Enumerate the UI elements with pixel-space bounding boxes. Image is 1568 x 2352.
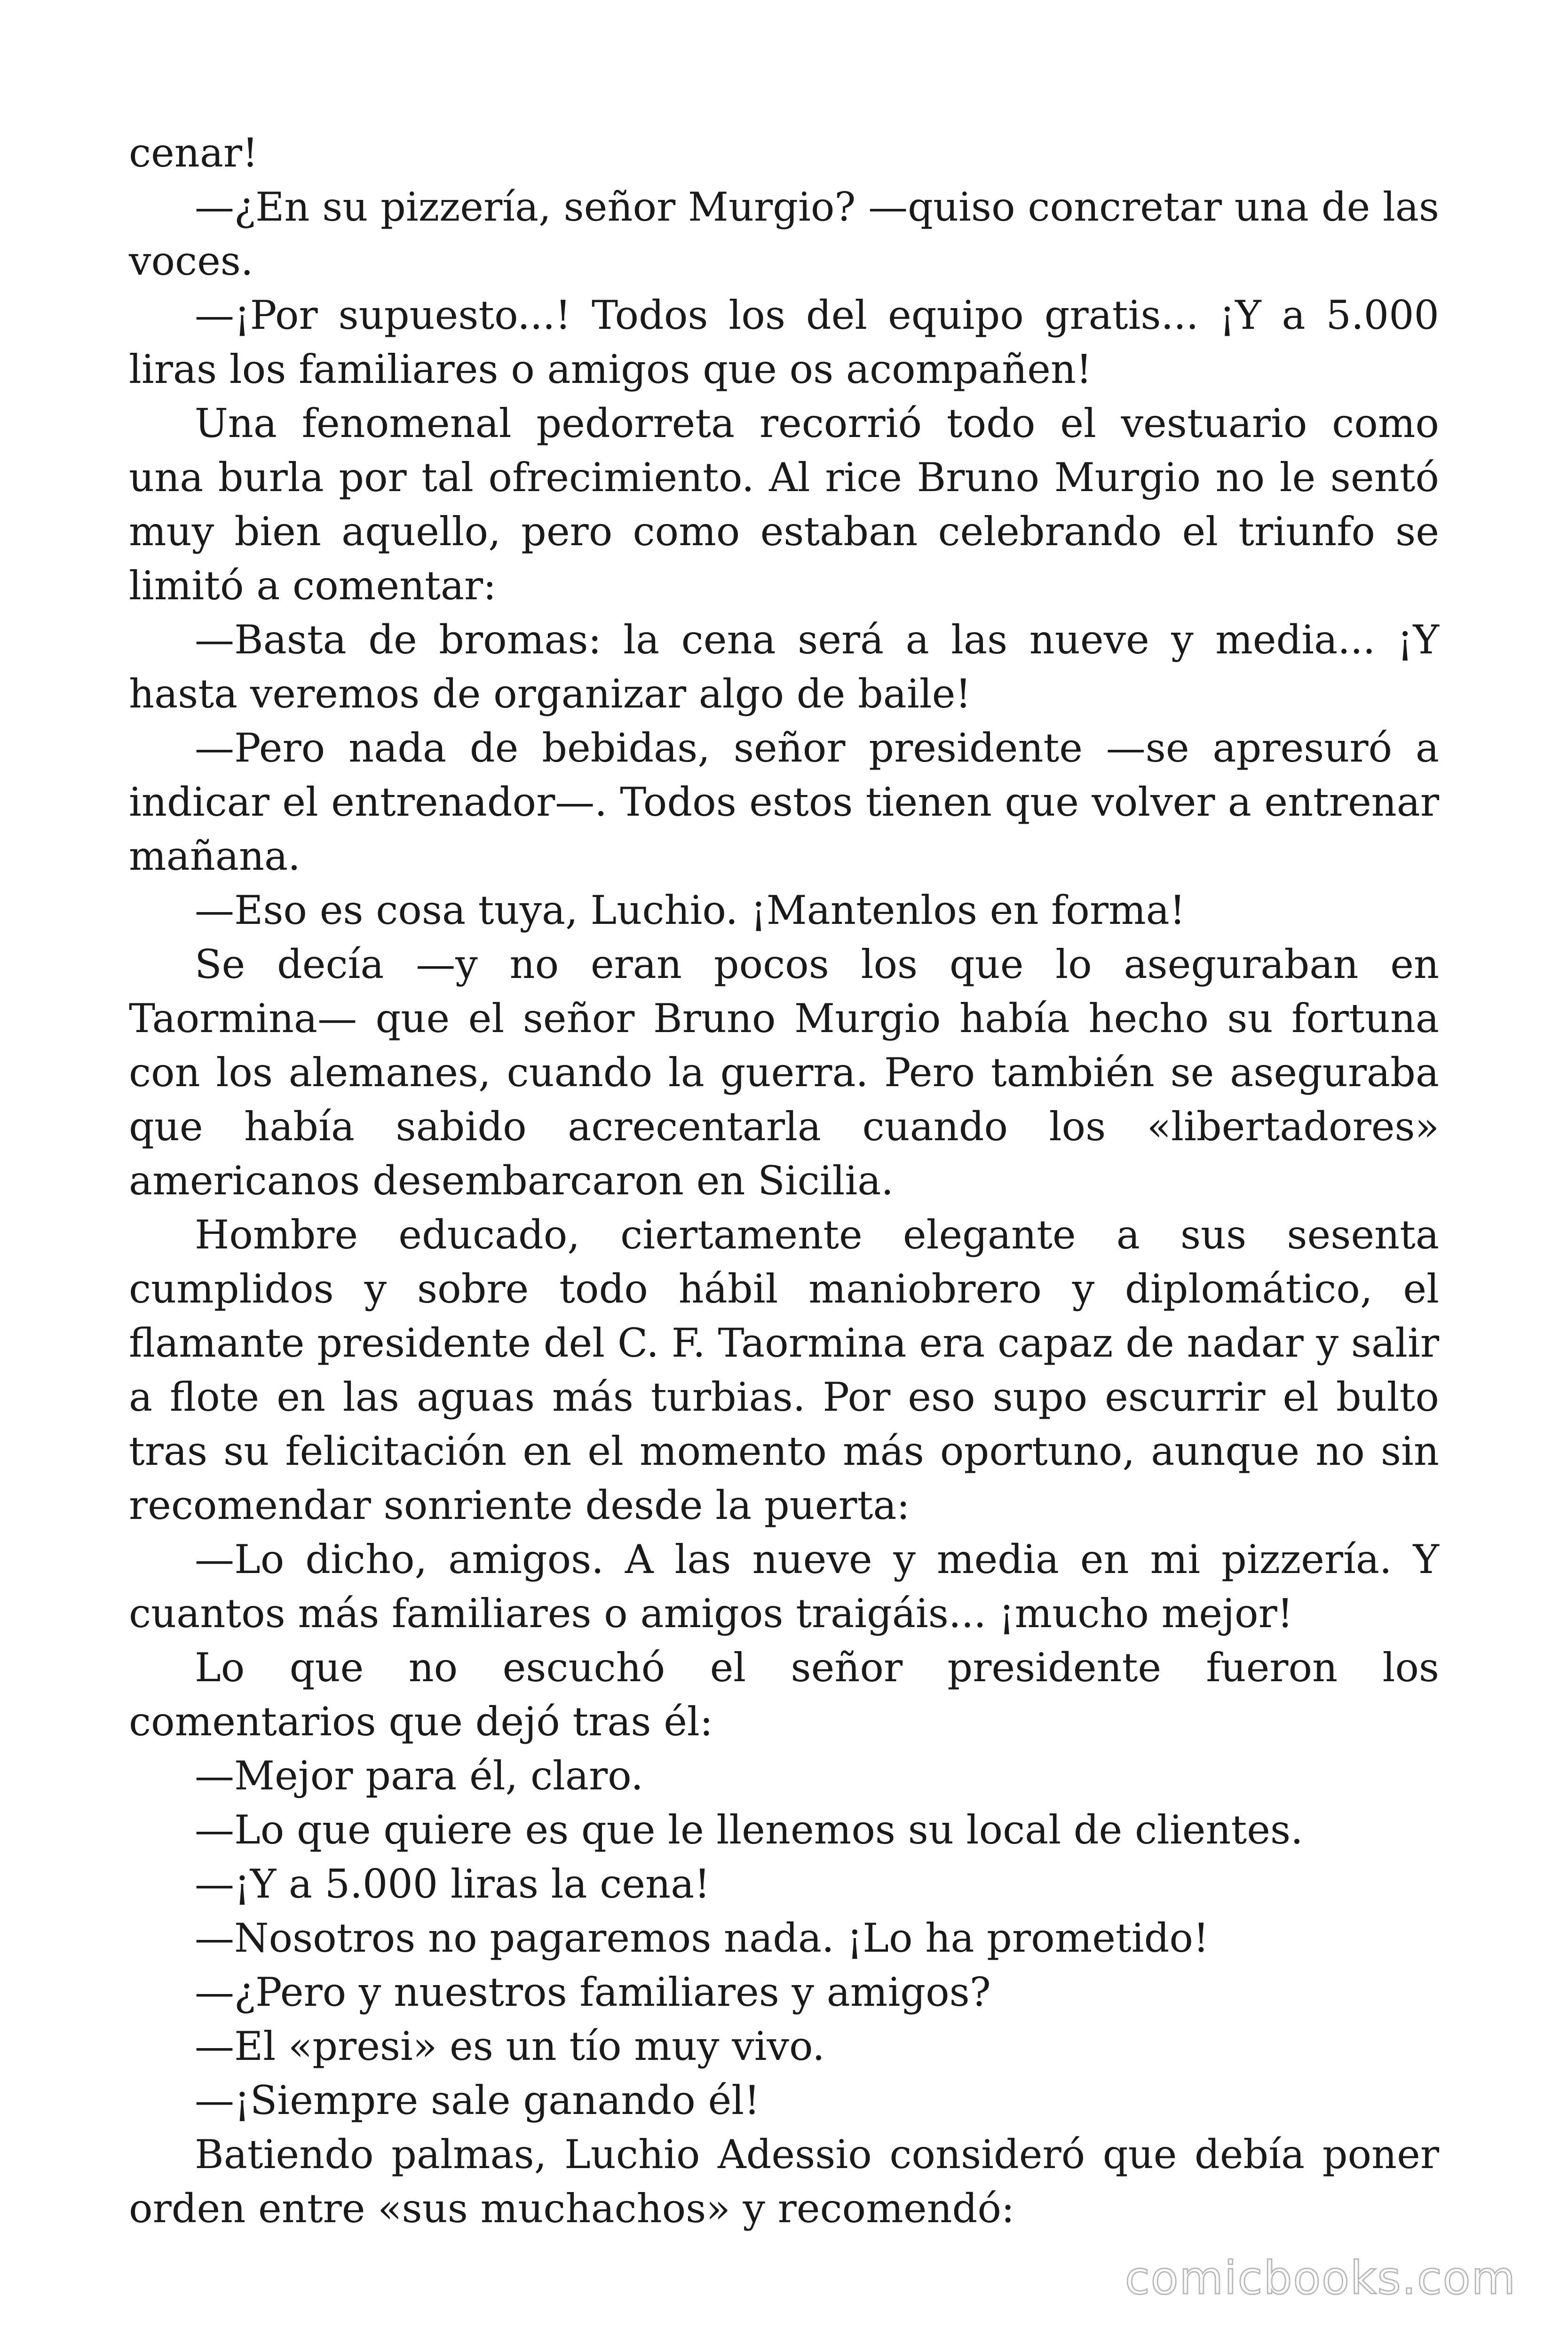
paragraph: —Basta de bromas: la cena será a las nueve y media... ¡Y hasta veremos de organizar algo de baile!	[129, 617, 1439, 717]
paragraph: —Lo dicho, amigos. A las nueve y media en mi pizzería. Y cuantos más familiares o amigos traigáis... ¡mucho mejor!	[129, 1536, 1439, 1637]
page-body-text	[129, 126, 1439, 2236]
paragraph: —¿En su pizzería, señor Murgio? —quiso concretar una de las voces.	[129, 184, 1439, 284]
paragraph: —¡Siempre sale ganando él!	[195, 2077, 760, 2123]
paragraph: Batiendo palmas, Luchio Adessio consideró que debía poner orden entre «sus muchachos» y recomendó:	[129, 2131, 1439, 2232]
paragraph: —El «presi» es un tío muy vivo.	[195, 2023, 825, 2069]
paragraph: —Lo que quiere es que le llenemos su local de clientes.	[195, 1807, 1303, 1853]
paragraph: —¿Pero y nuestros familiares y amigos?	[195, 1969, 991, 2015]
paragraph: Hombre educado, ciertamente elegante a sus sesenta cumplidos y sobre todo hábil maniobrero y diplomático, el flamante presidente del C. F. Taormina era capaz de nadar y salir a flote en las aguas más turbias. Por eso supo escurrir el bulto tras su felicitación en el momento más oportuno, aunque no sin recomendar sonriente desde la puerta:	[129, 1212, 1439, 1528]
paragraph: —¡Y a 5.000 liras la cena!	[195, 1861, 710, 1907]
paragraph: Lo que no escuchó el señor presidente fueron los comentarios que dejó tras él:	[129, 1645, 1439, 1745]
paragraph: Una fenomenal pedorreta recorrió todo el vestuario como una burla por tal ofrecimiento. Al rice Bruno Murgio no le sentó muy bien aquello, pero como estaban celebrando el triunfo se limitó a comentar:	[129, 400, 1439, 609]
paragraph: —Pero nada de bebidas, señor presidente —se apresuró a indicar el entrenador—. Todos estos tienen que volver a entrenar mañana.	[129, 725, 1439, 879]
paragraph: —Nosotros no pagaremos nada. ¡Lo ha prometido!	[195, 1915, 1209, 1961]
paragraph: —Mejor para él, claro.	[195, 1753, 643, 1799]
paragraph: cenar!	[129, 130, 258, 176]
paragraph: —Eso es cosa tuya, Luchio. ¡Mantenlos en forma!	[195, 887, 1186, 933]
watermark-logo: comicbooks.com	[1125, 2252, 1516, 2304]
paragraph: Se decía —y no eran pocos los que lo aseguraban en Taormina— que el señor Bruno Murgio había hecho su fortuna con los alemanes, cuando la guerra. Pero también se aseguraba que había sabido acrecentarla cuando los «libertadores» americanos desembarcaron en Sicilia.	[129, 941, 1439, 1204]
paragraph: —¡Por supuesto...! Todos los del equipo gratis... ¡Y a 5.000 liras los familiares o amigos que os acompañen!	[129, 292, 1439, 392]
